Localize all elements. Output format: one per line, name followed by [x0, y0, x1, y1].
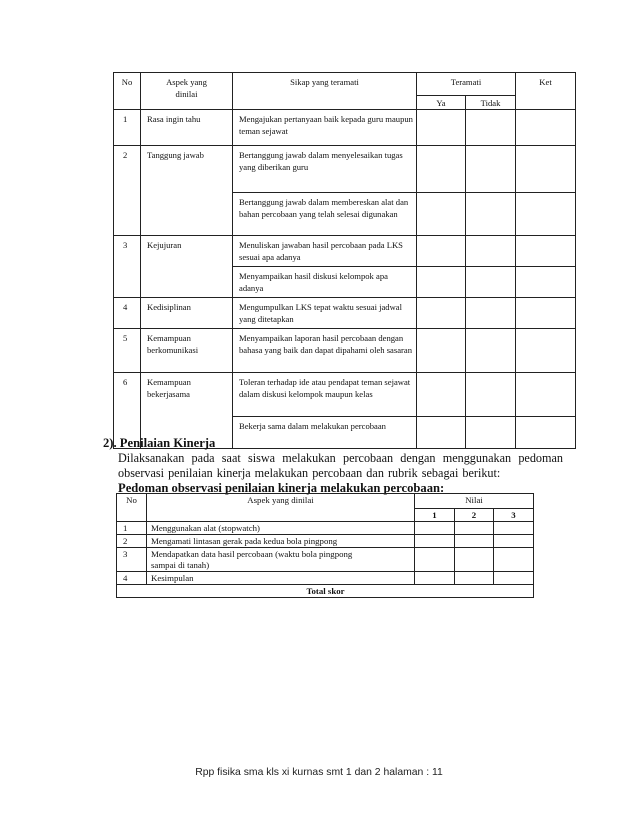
cell-score-2[interactable] — [455, 572, 494, 585]
attitude-observation-table — [113, 72, 576, 449]
paragraph-line: Dilaksanakan pada saat siswa melakukan percobaan dengan menggunakan pedoman — [118, 451, 563, 465]
col-header-aspek: Aspek yang dinilai — [141, 73, 233, 110]
row-aspek: Kesimpulan — [147, 572, 415, 585]
table-row — [114, 298, 576, 328]
cell-ya[interactable] — [417, 416, 466, 448]
cell-score-1[interactable] — [415, 522, 455, 535]
col-header-no: No — [114, 73, 141, 110]
cell-ket[interactable] — [516, 193, 576, 236]
row-no: 6 — [114, 372, 141, 448]
cell-tidak[interactable] — [466, 236, 516, 267]
cell-score-3[interactable] — [494, 535, 534, 548]
row-no: 5 — [114, 328, 141, 372]
row-sikap: Bekerja sama dalam melakukan percobaan — [233, 416, 417, 448]
cell-tidak[interactable] — [466, 193, 516, 236]
row-aspek: Kejujuran — [141, 236, 233, 298]
cell-ket[interactable] — [516, 146, 576, 193]
row-sikap: Mengumpulkan LKS tepat waktu sesuai jadwal yang ditetapkan — [233, 298, 417, 328]
row-sikap: Menyampaikan laporan hasil percobaan dengan bahasa yang baik dan dapat dipahami oleh sasaran — [233, 328, 417, 372]
row-no: 4 — [117, 572, 147, 585]
cell-ya[interactable] — [417, 372, 466, 416]
cell-ya[interactable] — [417, 267, 466, 298]
cell-ket[interactable] — [516, 328, 576, 372]
row-sikap: Toleran terhadap ide atau pendapat teman sejawat dalam diskusi kelompok maupun kelas — [233, 372, 417, 416]
table-row — [117, 535, 534, 548]
paragraph-line: observasi penilaian kinerja melakukan percobaan dan rubrik sebagai berikut: — [118, 465, 501, 480]
col-header-no: No — [117, 494, 147, 522]
cell-score-2[interactable] — [455, 522, 494, 535]
cell-tidak[interactable] — [466, 267, 516, 298]
cell-score-2[interactable] — [455, 548, 494, 572]
row-sikap: Bertanggung jawab dalam membereskan alat dan bahan percobaan yang telah selesai digunakan — [233, 193, 417, 236]
section-title: 2). Penilaian Kinerja — [103, 436, 216, 450]
row-sikap: Menuliskan jawaban hasil percobaan pada LKS sesuai apa adanya — [233, 236, 417, 267]
cell-tidak[interactable] — [466, 416, 516, 448]
col-header-score-2: 2 — [455, 509, 494, 522]
page-footer: Rpp fisika sma kls xi kurnas smt 1 dan 2 halaman : 11 — [195, 767, 443, 778]
cell-score-3[interactable] — [494, 572, 534, 585]
cell-score-3[interactable] — [494, 548, 534, 572]
cell-ket[interactable] — [516, 236, 576, 267]
cell-tidak[interactable] — [466, 146, 516, 193]
cell-ket[interactable] — [516, 267, 576, 298]
section-subtitle: Pedoman observasi penilaian kinerja melakukan percobaan: — [118, 481, 445, 495]
row-sikap: Menyampaikan hasil diskusi kelompok apa adanya — [233, 267, 417, 298]
col-header-aspek: Aspek yang dinilai — [147, 494, 415, 522]
row-aspek: Menggunakan alat (stopwatch) — [147, 522, 415, 535]
row-aspek: Rasa ingin tahu — [141, 110, 233, 146]
table-row — [114, 110, 576, 146]
cell-ya[interactable] — [417, 236, 466, 267]
row-no: 1 — [117, 522, 147, 535]
cell-score-1[interactable] — [415, 535, 455, 548]
row-no: 4 — [114, 298, 141, 328]
col-header-score-3: 3 — [494, 509, 534, 522]
cell-score-1[interactable] — [415, 548, 455, 572]
cell-ya[interactable] — [417, 193, 466, 236]
cell-ya[interactable] — [417, 328, 466, 372]
performance-observation-table — [116, 493, 534, 598]
cell-ket[interactable] — [516, 372, 576, 416]
row-sikap: Bertanggung jawab dalam menyelesaikan tugas yang diberikan guru — [233, 146, 417, 193]
row-sikap: Mengajukan pertanyaan baik kepada guru maupun teman sejawat — [233, 110, 417, 146]
col-header-nilai: Nilai — [415, 494, 534, 509]
table-row — [117, 548, 534, 572]
total-score-label: Total skor — [117, 585, 534, 598]
row-no: 3 — [114, 236, 141, 298]
table-row — [114, 146, 576, 193]
row-no: 2 — [114, 146, 141, 236]
cell-score-3[interactable] — [494, 522, 534, 535]
row-aspek: Mendapatkan data hasil percobaan (waktu bola pingpong sampai di tanah) — [147, 548, 415, 572]
cell-score-1[interactable] — [415, 572, 455, 585]
col-header-tidak: Tidak — [466, 96, 516, 110]
table-row — [114, 372, 576, 416]
row-aspek: Kemampuan bekerjasama — [141, 372, 233, 448]
table-row — [117, 522, 534, 535]
cell-tidak[interactable] — [466, 372, 516, 416]
col-header-teramati: Teramati — [417, 73, 516, 96]
cell-ya[interactable] — [417, 298, 466, 328]
cell-ya[interactable] — [417, 146, 466, 193]
row-aspek: Kemampuan berkomunikasi — [141, 328, 233, 372]
cell-score-2[interactable] — [455, 535, 494, 548]
table-row — [114, 236, 576, 267]
col-header-sikap: Sikap yang teramati — [233, 73, 417, 110]
cell-tidak[interactable] — [466, 110, 516, 146]
row-aspek: Kedisiplinan — [141, 298, 233, 328]
row-no: 3 — [117, 548, 147, 572]
col-header-ya: Ya — [417, 96, 466, 110]
total-row — [117, 585, 534, 598]
row-no: 2 — [117, 535, 147, 548]
table-row — [114, 328, 576, 372]
col-header-ket: Ket — [516, 73, 576, 110]
cell-ya[interactable] — [417, 110, 466, 146]
row-no: 1 — [114, 110, 141, 146]
cell-ket[interactable] — [516, 110, 576, 146]
cell-ket[interactable] — [516, 298, 576, 328]
section-paragraph — [118, 451, 563, 480]
row-aspek: Tanggung jawab — [141, 146, 233, 236]
cell-tidak[interactable] — [466, 328, 516, 372]
col-header-score-1: 1 — [415, 509, 455, 522]
cell-ket[interactable] — [516, 416, 576, 448]
cell-tidak[interactable] — [466, 298, 516, 328]
table-row — [117, 572, 534, 585]
row-aspek: Mengamati lintasan gerak pada kedua bola pingpong — [147, 535, 415, 548]
